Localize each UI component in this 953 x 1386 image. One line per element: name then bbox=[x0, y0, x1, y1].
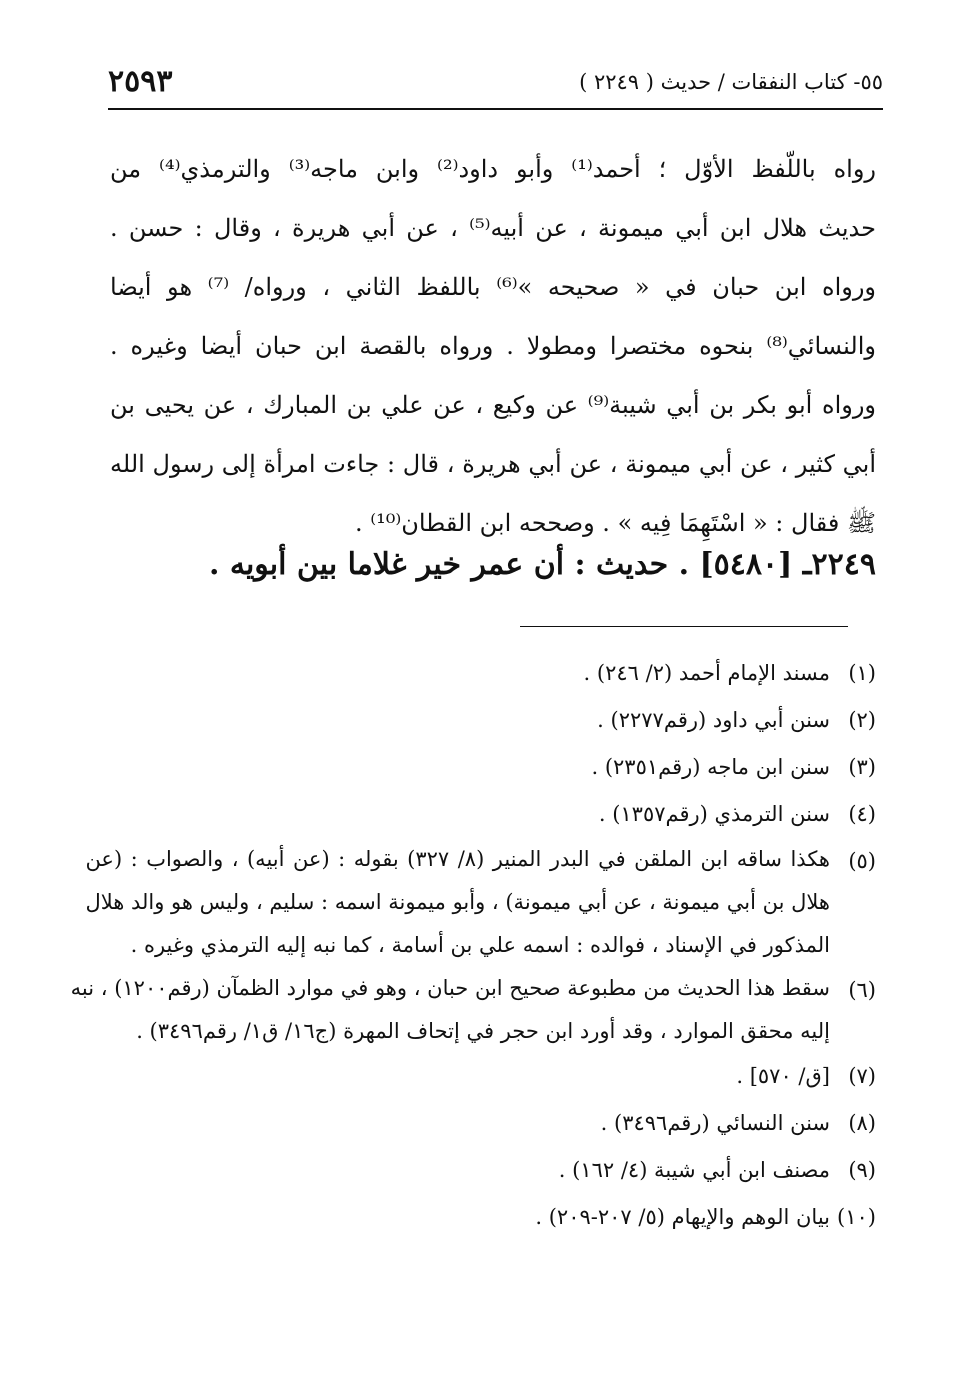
running-header-title: ٥٥- كتاب النفقات / حديث ( ٢٢٤٩ ) bbox=[579, 70, 883, 94]
header-divider bbox=[108, 108, 883, 110]
footnote bbox=[104, 697, 876, 744]
footnote bbox=[70, 967, 876, 1053]
footnote-divider bbox=[520, 626, 848, 627]
footnote-text: سقط هذا الحديث من مطبوعة صحيح ابن حبان ، وهو في موارد الظمآن (رقم١٢٠٠) ، نبه bbox=[70, 976, 830, 1000]
footnote-text: [ق/ ٥٧٠] . bbox=[736, 1064, 830, 1088]
text-line: ورواه أبو بكر بن أبي شيبة⁽⁹⁾ عن وكيع ، عن علي بن المبارك ، عن يحيى بن bbox=[110, 391, 876, 419]
footnote bbox=[104, 791, 876, 838]
footnote-text: المذكور في الإسناد ، فوالده : اسمه علي بن أسامة ، كما نبه إليه الترمذي وغيره . bbox=[130, 933, 830, 957]
footnote-text: سنن النسائي (رقم٣٤٩٦) . bbox=[600, 1111, 830, 1135]
footnote-text: هلال بن أبي ميمونة ، عن أبي ميمونة) ، وأبو ميمونة اسمه : سليم ، وليس هو والد هلال bbox=[85, 890, 830, 914]
footnote-number: (٩) bbox=[848, 1158, 876, 1182]
footnote-number: (٣) bbox=[848, 755, 876, 779]
main-text bbox=[110, 140, 876, 553]
footnote-text: سنن الترمذي (رقم١٣٥٧) . bbox=[598, 802, 830, 826]
running-header bbox=[108, 62, 883, 106]
footnote bbox=[104, 650, 876, 697]
footnote-number: (١) bbox=[848, 661, 876, 685]
footnote-text: إليه محقق الموارد ، وقد أورد ابن حجر في إتحاف المهرة (ج١٦/ ق١/ رقم٣٤٩٦) . bbox=[136, 1019, 830, 1043]
text-line: أبي كثير ، عن أبي ميمونة ، عن أبي هريرة ، قال : جاءت امرأة إلى رسول الله bbox=[110, 450, 876, 478]
footnote bbox=[104, 744, 876, 791]
footnote-text: مصنف ابن أبي شيبة (٤/ ١٦٢) . bbox=[558, 1158, 830, 1182]
text-line: والنسائي⁽⁸⁾ بنحوه مختصرا ومطولا . ورواه بالقصة ابن حبان أيضا وغيره . bbox=[110, 332, 876, 360]
footnote-number: (٧) bbox=[848, 1064, 876, 1088]
footnote-number: (٥) bbox=[848, 849, 876, 873]
footnote bbox=[104, 1147, 876, 1194]
footnote-number: (٤) bbox=[848, 802, 876, 826]
footnote-text: مسند الإمام أحمد (٢/ ٢٤٦) . bbox=[583, 661, 830, 685]
footnote bbox=[104, 1194, 876, 1241]
text-line: حديث هلال ابن أبي ميمونة ، عن أبيه⁽⁵⁾ ، عن أبي هريرة ، وقال : حسن . bbox=[110, 214, 876, 242]
hadith-heading: ٢٢٤٩ـ [٥٤٨٠] . حديث : أن عمر خير غلاما بين أبويه . bbox=[208, 547, 876, 582]
footnote-number: (٦) bbox=[848, 978, 876, 1002]
footnote-number: (٢) bbox=[848, 708, 876, 732]
text-line: رواه باللّفظ الأوّل ؛ أحمد⁽¹⁾ وأبو داود⁽²⁾ وابن ماجه⁽³⁾ والترمذي⁽⁴⁾ من bbox=[110, 155, 876, 183]
footnote-number: (٨) bbox=[848, 1111, 876, 1135]
footnote-text: هكذا ساقه ابن الملقن في البدر المنير (٨/ ٣٢٧) بقوله : (عن أبيه) ، والصواب : (عن bbox=[85, 847, 830, 871]
footnote-number: (١٠) bbox=[837, 1205, 876, 1229]
footnote-text: بيان الوهم والإيهام (٥/ ٢٠٧-٢٠٩) . bbox=[535, 1205, 830, 1229]
text-line: ﷺ فقال : « اسْتَهِمَا فِيه » . وصححه ابن القطان⁽¹⁰⁾ . bbox=[354, 509, 876, 537]
footnote-text: سنن ابن ماجه (رقم٢٣٥١) . bbox=[591, 755, 830, 779]
footnotes bbox=[70, 650, 876, 1241]
footnote-text: سنن أبي داود (رقم٢٢٧٧) . bbox=[597, 708, 830, 732]
footnote bbox=[104, 1100, 876, 1147]
page-number: ٢٥٩٣ bbox=[108, 64, 173, 99]
footnote bbox=[104, 1053, 876, 1100]
text-line: ورواه ابن حبان في « صحيحه »⁽⁶⁾ باللفظ الثاني ، ورواه/ ⁽⁷⁾ هو أيضا bbox=[110, 273, 876, 301]
footnote bbox=[85, 838, 876, 967]
